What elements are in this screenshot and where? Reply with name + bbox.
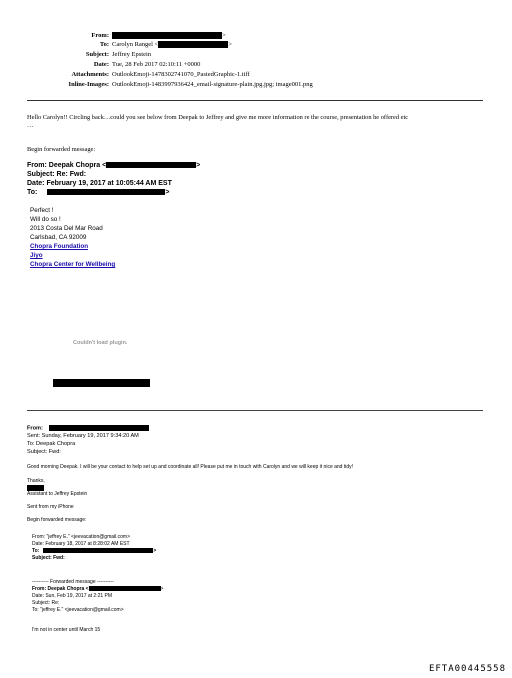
header-attachments-value: OutlookEmoji-1478302741070_PastedGraphic-1.tiff (112, 71, 250, 78)
fwd2-subject: Subject: Fwd: (27, 449, 61, 455)
fwd2-from: From: (27, 425, 149, 432)
sig-city: Carlsbad, CA 92009 (30, 234, 87, 241)
fwd2-forwarded: Begin forwarded message: (27, 517, 87, 523)
redaction-block (106, 162, 196, 168)
fwd4-note: I'm not in center until March 15 (32, 627, 101, 633)
body-intro: Hello Carolyn!! Circling back…could you see below from Deepak to Jeffrey and give me more information re the course, presentation he offered etc (27, 114, 409, 121)
header-inline-images-value: OutlookEmoji-1483997936424_email-signature-plain.jpg.jpg; image001.png (112, 81, 313, 88)
sig-line: Perfect ! (30, 207, 54, 214)
header-date-value: Tue, 28 Feb 2017 02:10:11 +0000 (112, 61, 201, 68)
header-inline-images-label: Inline-Images: (68, 81, 109, 88)
bates-number: EFTA00445558 (428, 664, 506, 674)
redaction-block (47, 189, 165, 195)
sig-address: 2013 Costa Del Mar Road (30, 225, 103, 232)
section-divider (27, 410, 483, 411)
fwd2-assistant: Assistant to Jeffrey Epstein (27, 491, 88, 497)
header-subject-value: Jeffrey Epstein (112, 51, 152, 58)
link-chopra-foundation[interactable]: Chopra Foundation (30, 243, 89, 250)
fwd1-date: Date: February 19, 2017 at 10:05:44 AM EST (27, 180, 172, 187)
fwd3-to: To: > (32, 548, 157, 554)
redaction-block (53, 379, 150, 387)
fwd2-sent: Sent: Sunday, February 19, 2017 9:34:20 AM (27, 433, 139, 439)
redaction-block (49, 425, 149, 431)
link-chopra-center[interactable]: Chopra Center for Wellbeing (30, 261, 116, 268)
header-from-label: From: (91, 32, 109, 39)
redaction-block (43, 548, 153, 553)
plugin-error: Couldn't load plugin. (73, 340, 128, 346)
fwd1-subject: Subject: Re: Fwd: (27, 171, 87, 178)
redaction-block (112, 32, 222, 39)
sig-line: Will do so ! (30, 216, 61, 223)
fwd3-date: Date: February 18, 2017 at 8:28:02 AM EST (32, 541, 130, 547)
header-date-label: Date: (93, 61, 109, 68)
header-to-value: Carolyn Rangel < (112, 41, 159, 48)
fwd4-divider: ---------- Forwarded message ---------- (32, 579, 114, 585)
fwd4-subject: Subject: Re: (32, 600, 60, 606)
fwd2-body: Good morning Deepak. I will be your contact to help set up and coordinate all! Please put me in touch with Carolyn and we will keep it nice and tidy! (27, 464, 354, 470)
fwd1-from: From: Deepak Chopra < > (27, 162, 201, 169)
header-attachments-label: Attachments: (71, 71, 109, 78)
fwd2-iphone: Sent from my iPhone (27, 504, 74, 510)
fwd2-thanks: Thanks, (27, 478, 45, 484)
redaction-block (158, 41, 228, 48)
fwd4-to: To: "jeffrey E." <jeevacation@gmail.com> (32, 607, 124, 613)
header-subject-label: Subject: (85, 51, 109, 58)
fwd1-to: To: > (27, 189, 170, 196)
fwd4-date: Date: Sun, Feb 19, 2017 at 2:21 PM (32, 593, 113, 599)
fwd3-from: From: "jeffrey E." <jeevacation@gmail.com> (32, 534, 131, 540)
link-jiyo[interactable]: Jiyo (30, 252, 43, 259)
body-intro-ellipsis: … (27, 122, 34, 129)
redaction-block (89, 586, 161, 591)
fwd4-from: From: Deepak Chopra < > (32, 586, 164, 592)
header-to-label: To: (99, 41, 109, 48)
forwarded-label: Begin forwarded message: (27, 146, 96, 153)
fwd2-to: To: Deepak Chopra (27, 441, 76, 447)
fwd3-subject: Subject: Fwd: (32, 555, 65, 561)
header-divider (27, 100, 483, 101)
